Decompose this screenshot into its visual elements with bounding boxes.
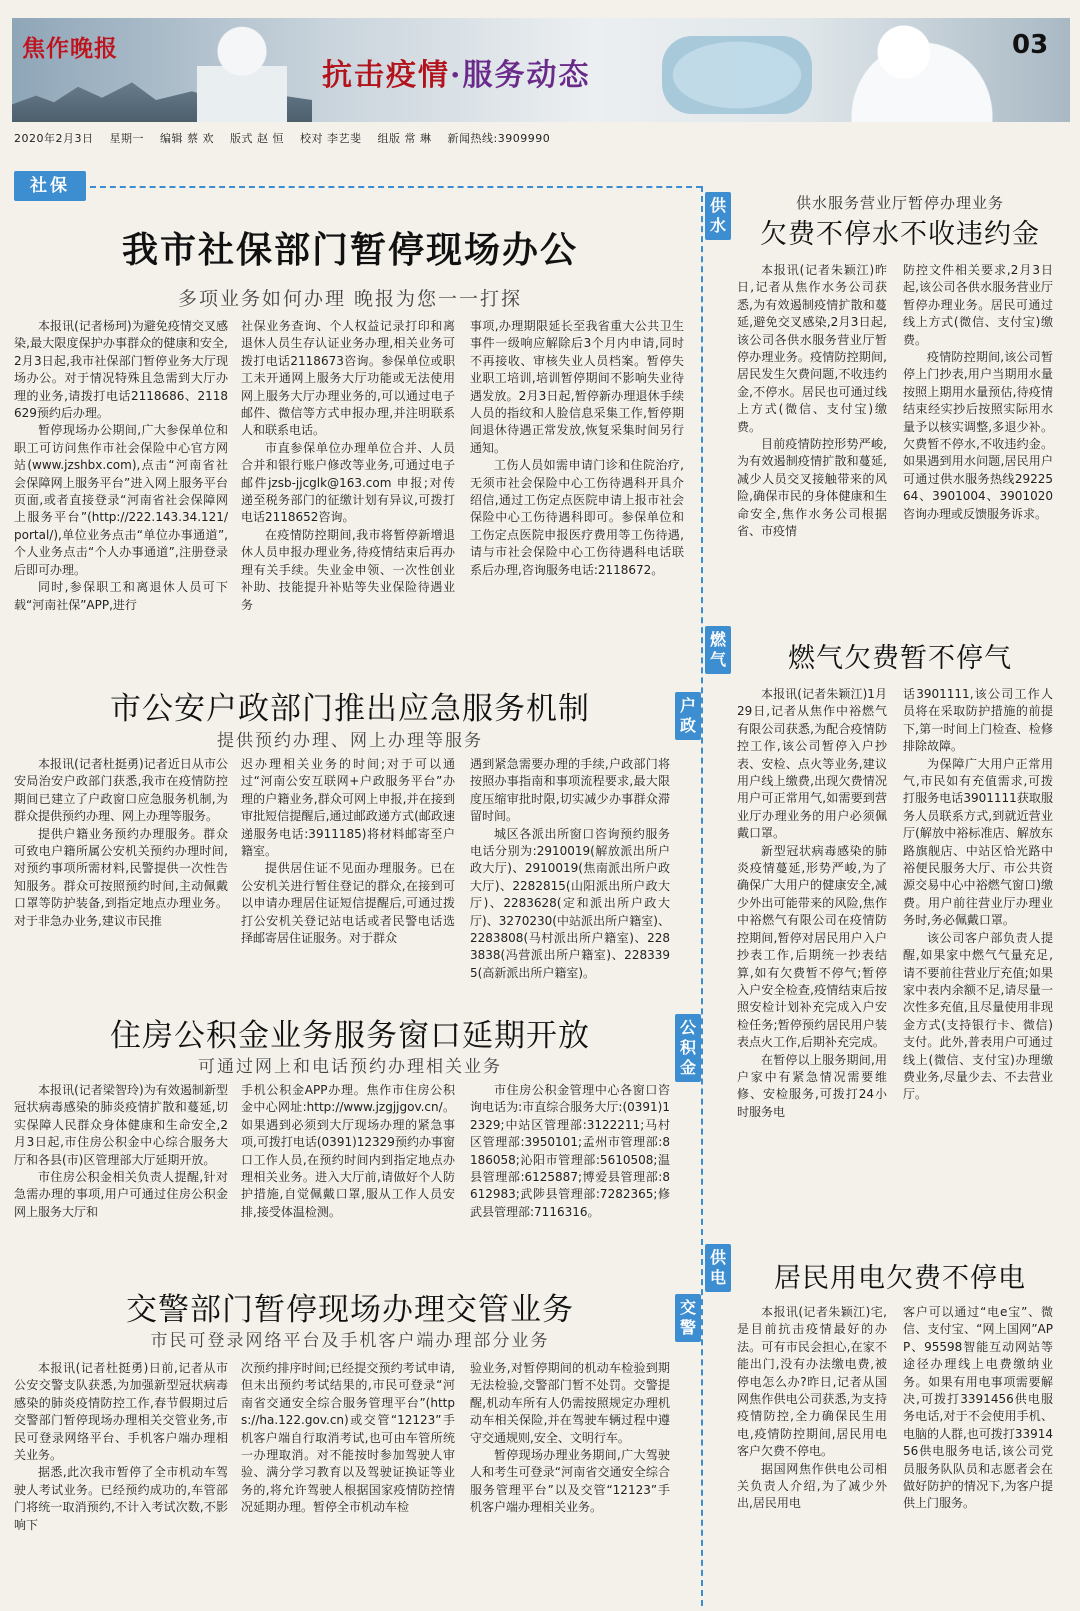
section-tag-ranqi: 燃气: [705, 626, 731, 674]
newspaper-logo: 焦作晚报: [22, 35, 118, 62]
paragraph: 提供户籍业务预约办理服务。群众可致电户籍所属公安机关预约办理时间,对预约事项所需材料,民警提供一次性告知服务。群众可按照预约时间,主动佩戴口罩等防护装备,到指定地点办理业务。对于非急办业务,建议市民推: [14, 826, 228, 928]
shebao-headline: 我市社保部门暂停现场办公: [121, 230, 578, 271]
gongshui-kicker: 供水服务营业厅暂停办理业务: [795, 194, 1004, 212]
paragraph: 新型冠状病毒感染的肺炎疫情蔓延,形势严峻,为了确保广大用户的健康安全,减少外出可能带来的风险,焦作中裕燃气有限公司在疫情防控期间,暂停对居民用户入户抄表工作,后期统一抄表结算,如有欠费暂不停气;暂停入户安全检查,疫情结束后按照安检计划补充完成入户安检任务;暂停预约居民用户装表点火工作,后期补充完成。: [737, 843, 887, 1050]
section-tag-gongshui: 供水: [705, 192, 731, 240]
paragraph: 事项,办理期限延长至我省重大公共卫生事件一级响应解除后3个月内申请,同时不再接收、审核失业人员档案。暂停失业职工培训,培训暂停期间不影响失业待遇发放。2月3日起,暂停新办理退休手续人员的指纹和人脸信息采集工作,暂停期间退休待遇正常发放,恢复采集时间另行通知。: [470, 319, 684, 455]
huzheng-column-1: [14, 756, 228, 994]
masthead-banner: [12, 18, 1070, 122]
paragraph: 该公司客户部负责人提醒,如果家中燃气气量充足,请不要前往营业厅充值;如果家中表内余额不足,请尽量一次性多充值,且尽量使用非现金方式(支持银行卡、微信)支付。此外,普表用户可通过线上(微信、支付宝)办理缴费业务,尽量少去、不去营业厅。: [903, 930, 1053, 1102]
paragraph: 暂停现场办理业务期间,广大驾驶人和考生可登录“河南省交通安全综合服务管理平台”以及交管“12123”手机客户端办理相关业务。: [470, 1448, 670, 1515]
paragraph: 在疫情防控期间,我市将暂停新增退休人员申报办理业务,待疫情结束后再办理有关手续。失业金申领、一次性创业补助、技能提升补贴等失业保险待遇业务: [241, 527, 455, 612]
jiaojing-column-1: [14, 1360, 228, 1606]
shebao-column-3: [470, 318, 684, 656]
shebao-column-2: [241, 318, 455, 656]
issue-info-bar: [14, 130, 562, 146]
ranqi-column-1: [737, 686, 887, 1216]
ranqi-headline: 燃气欠费暂不停气: [788, 643, 1012, 674]
paragraph: 本报讯(记者朱颖江)1月29日,记者从焦作中裕燃气有限公司获悉,为配合疫情防控工作,该公司暂停入户抄表、安检、点火等业务,建议用户线上缴费,出现欠费情况用户可正常用气,如需要到营业厅办理业务的用户必须佩戴口罩。: [737, 687, 887, 841]
paragraph: 为保障广大用户正常用气,市民如有充值需求,可拨打服务电话3901111获取服务人员联系方式,到就近营业厅(解放中裕标准店、解放东路旗舰店、中站区恰光路中裕便民服务大厅、市公共资源交易中心中裕燃气窗口)缴费。用户前往营业厅办理业务时,务必佩戴口罩。: [903, 756, 1053, 928]
paragraph: 暂停现场办公期间,广大参保单位和职工可访问焦作市社会保险中心官方网站(www.jzshbx.com),点击“河南省社会保障网上服务平台”进入网上服务平台页面,或者直接登录“河南省社会保障网上服务平台”(http://222.143.34.121/portal/),单位业务点击“单位办事通道”,个人业务点击“个人办事通道”,注册登录后即可办理。: [14, 423, 228, 577]
jiaojing-headline: 交警部门暂停现场办理交管业务: [126, 1292, 574, 1328]
gongdian-column-1: [737, 1304, 887, 1606]
paragraph: 迟办理相关业务的时间;对于可以通过“河南公安互联网+户政服务平台”办理的户籍业务,群众可网上申报,并在接到审批短信提醒后,通过邮政递方式(邮政速递服务电话:3911185)将材料邮寄至户籍室。: [241, 757, 455, 859]
column-divider: [701, 186, 703, 1606]
shebao-subhead: 多项业务如何办理 晚报为您一一打探: [177, 288, 523, 310]
paragraph: 防控文件相关要求,2月3日起,该公司各供水服务营业厅暂停办理业务。居民可通过线上方式(微信、支付宝)缴费。: [903, 263, 1053, 347]
huzheng-subhead: 提供预约办理、网上办理等服务: [217, 731, 483, 751]
gongjijin-column-3: [470, 1082, 670, 1272]
paragraph: 手机公积金APP办理。焦作市住房公积金中心网址:http://www.jzgjjgov.cn/。如果遇到必须到大厅现场办理的紧急事项,可拨打电话(0391)12329预约办事窗口工作人员,在预约时间内到指定地点办理相关业务。进入大厅前,请做好个人防护措施,自觉佩戴口罩,服从工作人员安排,接受体温检测。: [241, 1083, 455, 1219]
gongdian-headline: 居民用电欠费不停电: [774, 1263, 1026, 1294]
layout-credit: 版式 赵 恒: [230, 132, 284, 145]
paragraph: 话3901111,该公司工作人员将在采取防护措施的前提下,第一时间上门检查、检修排除故障。: [903, 687, 1053, 754]
paragraph: 市住房公积金相关负责人提醒,针对急需办理的事项,用户可通过住房公积金网上服务大厅和: [14, 1170, 228, 1219]
paragraph: 次预约排序时间;已经提交预约考试申请,但未出预约考试结果的,市民可登录“河南省交通安全综合服务管理平台”(https://ha.122.gov.cn)或交管“12123”手机客户端自行取消考试,也可由车管所统一办理取消。对不能按时参加驾驶人审验、满分学习教育以及驾驶证换证等业务的,将允许驾驶人根据国家疫情防控情况延期办理。暂停全市机动车检: [241, 1361, 455, 1515]
paragraph: 据悉,此次我市暂停了全市机动车驾驶人考试业务。已经预约成功的,车管部门将统一取消预约,不计入考试次数,不影响下: [14, 1465, 228, 1532]
design-credit: 组版 常 琳: [377, 132, 432, 145]
paragraph: 同时,参保职工和离退休人员可下载“河南社保”APP,进行: [14, 580, 228, 612]
paragraph: 市住房公积金管理中心各窗口咨询电话为:市直综合服务大厅:(0391)12329;中站区管理部:3122211;马村区管理部:3950101;孟州市管理部:8186058;沁阳市管理部:5610508;温县管理部:6125887;博爱县管理部:8612983;武陟县管理部:7282365;修武县管理部:7116316。: [470, 1083, 670, 1219]
gongshui-column-1: [737, 262, 887, 614]
huzheng-column-3: [470, 756, 670, 994]
face-mask-image: [662, 36, 812, 114]
paragraph: 验业务,对暂停期间的机动车检验到期无法检验,交警部门暂不处罚。交警提醒,机动车所有人仍需按照规定办理机动车相关保险,并在驾驶车辆过程中遵守交通规则,安全、文明行车。: [470, 1361, 670, 1445]
paragraph: 本报讯(记者杨珂)为避免疫情交叉感染,最大限度保护办事群众的健康和安全,2月3日起,我市社保部门暂停业务大厅现场办公。对于情况特殊且急需到大厅办理的业务,请拨打电话2118686、2118629预约后办理。: [14, 319, 228, 421]
medical-worker-image: [197, 18, 287, 122]
gongjijin-column-1: [14, 1082, 228, 1272]
shebao-column-1: [14, 318, 228, 656]
paragraph: 社保业务查询、个人权益记录打印和离退休人员生存认证业务办理,相关业务可拨打电话2118673咨询。参保单位或职工未开通网上服务大厅功能或无法使用网上服务大厅办理业务的,可以通过电子邮件、微信等方式申报办理,并注明联系人和联系电话。: [241, 319, 455, 438]
gongjijin-subhead: 可通过网上和电话预约办理相关业务: [198, 1057, 502, 1077]
paragraph: 在暂停以上服务期间,用户家中有紧急情况需要维修、安检服务,可拨打24小时服务电: [737, 1052, 887, 1119]
protective-suit-worker-image: [832, 22, 1012, 122]
paragraph: 本报讯(记者梁智玲)为有效遏制新型冠状病毒感染的肺炎疫情扩散和蔓延,切实保障人民群众身体健康和生命安全,2月3日起,市住房公积金中心综合服务大厅和各县(市)区管理部大厅延期开放。: [14, 1083, 228, 1167]
section-tag-huzheng: 户政: [675, 692, 701, 740]
section-tag-gongdian: 供电: [705, 1244, 731, 1292]
jiaojing-subhead: 市民可登录网络平台及手机客户端办理部分业务: [150, 1331, 550, 1351]
paragraph: 客户可以通过“电e宝”、微信、支付宝、“网上国网”APP、95598智能互动网站等途径办理线上电费缴纳业务。如果有用电事项需要解决,可拨打3391456供电服务电话,对于不会使用手机、电脑的人群,也可拨打3391456供电服务电话,该公司党员服务队队员和志愿者会在做好防护的情况下,为客户提供上门服务。: [903, 1305, 1053, 1511]
paragraph: 本报讯(记者杜挺勇)记者近日从市公安局治安户政部门获悉,我市在疫情防控期间已建立了户政窗口应急服务机制,为群众提供预约办理、网上办理等服务。: [14, 757, 228, 824]
paragraph: 疫情防控期间,该公司暂停上门抄表,用户当期用水量按照上期用水量预估,待疫情结束经实抄后按照实际用水量予以核实调整,多退少补。欠费暂不停水,不收违约金。如果遇到用水问题,居民用户可通过供水服务热线2922564、3901004、3901020咨询办理或反馈服务诉求。: [903, 350, 1053, 521]
gongshui-column-2: [903, 262, 1053, 614]
paragraph: 本报讯(记者朱颖江)昨日,记者从焦作水务公司获悉,为有效遏制疫情扩散和蔓延,避免交叉感染,2月3日起,该公司各供水服务营业厅暂停办理业务。疫情防控期间,居民发生欠费问题,不收违约金,不停水。居民也可通过线上方式(微信、支付宝)缴费。: [737, 263, 887, 434]
paragraph: 市直参保单位办理单位合并、人员合并和银行账户修改等业务,可通过电子邮件jzsb-jjcglk@163.com 申报;对传递至税务部门的征缴计划有异议,可拨打电话2118652咨询。: [241, 440, 455, 525]
editor-credit: 编辑 蔡 欢: [160, 132, 214, 145]
section-tag-gongjijin: 公积金: [675, 1014, 701, 1082]
issue-date: 2020年2月3日: [14, 132, 94, 145]
paragraph: 本报讯(记者杜挺勇)日前,记者从市公安交警支队获悉,为加强新型冠状病毒感染的肺炎疫情防控工作,春节假期过后交警部门暂停现场办理相关交管业务,市民可登录网络平台、手机客户端办理相关业务。: [14, 1361, 228, 1463]
page-number: 03: [1012, 30, 1049, 60]
gongjijin-headline: 住房公积金业务服务窗口延期开放: [110, 1018, 590, 1054]
jiaojing-column-2: [241, 1360, 455, 1606]
slogan-sub: ·服务动态: [450, 58, 591, 93]
huzheng-headline: 市公安户政部门推出应急服务机制: [110, 691, 590, 727]
gongjijin-column-2: [241, 1082, 455, 1272]
paragraph: 提供居住证不见面办理服务。已在公安机关进行暂住登记的群众,在接到可以申请办理居住证短信提醒后,可通过拨打公安机关登记站电话或者民警电话选择邮寄居住证服务。对于群众: [241, 861, 455, 946]
section-tag-shebao: 社保: [14, 171, 86, 201]
page-slogan: [322, 50, 590, 94]
paragraph: 城区各派出所窗口咨询预约服务电话分别为:2910019(解放派出所户政大厅)、2910019(焦南派出所户政大厅)、2282815(山阳派出所户政大厅)、2283628(定和派出所户政大厅)、3270230(中站派出所户籍室)、2283808(马村派出所户籍室)、2283838(冯营派出所户籍室)、2283395(高新派出所户籍室)。: [470, 826, 670, 980]
ranqi-column-2: [903, 686, 1053, 1216]
gongdian-column-2: [903, 1304, 1053, 1606]
gongshui-headline: 欠费不停水不收违约金: [760, 219, 1040, 250]
huzheng-column-2: [241, 756, 455, 994]
news-hotline: 新闻热线:3909990: [447, 132, 551, 145]
paragraph: 遇到紧急需要办理的手续,户政部门将按照办事指南和事项流程要求,最大限度压缩审批时限,切实减少办事群众滞留时间。: [470, 757, 670, 824]
issue-weekday: 星期一: [109, 132, 144, 145]
paragraph: 工伤人员如需申请门诊和住院治疗,无须市社会保险中心工伤待遇科开具介绍信,通过工伤定点医院申请上报市社会保险中心工伤待遇科即可。参保单位和工伤定点医院申报医疗费用等工伤待遇,请与市社会保险中心工伤待遇科电话联系后办理,咨询服务电话:2118672。: [470, 458, 684, 577]
section-divider-top: [90, 186, 702, 188]
section-tag-jiaojing: 交警: [675, 1294, 701, 1342]
slogan-main: 抗击疫情: [322, 58, 450, 93]
proof-credit: 校对 李艺斐: [300, 132, 362, 145]
jiaojing-column-3: [470, 1360, 670, 1606]
paragraph: 目前疫情防控形势严峻,为有效遏制疫情扩散和蔓延,减少人员交叉接触带来的风险,确保市民的身体健康和生命安全,焦作水务公司根据省、市疫情: [737, 437, 887, 539]
paragraph: 本报讯(记者朱颖江)宅,是目前抗击疫情最好的办法。可有市民会担心,在家不能出门,没有办法缴电费,被停电怎么办?昨日,记者从国网焦作供电公司获悉,为支持疫情防控,全力确保民生用电,疫情防控期间,居民用电客户欠费不停电。: [737, 1305, 887, 1459]
paragraph: 据国网焦作供电公司相关负责人介绍,为了减少外出,居民用电: [737, 1461, 887, 1511]
